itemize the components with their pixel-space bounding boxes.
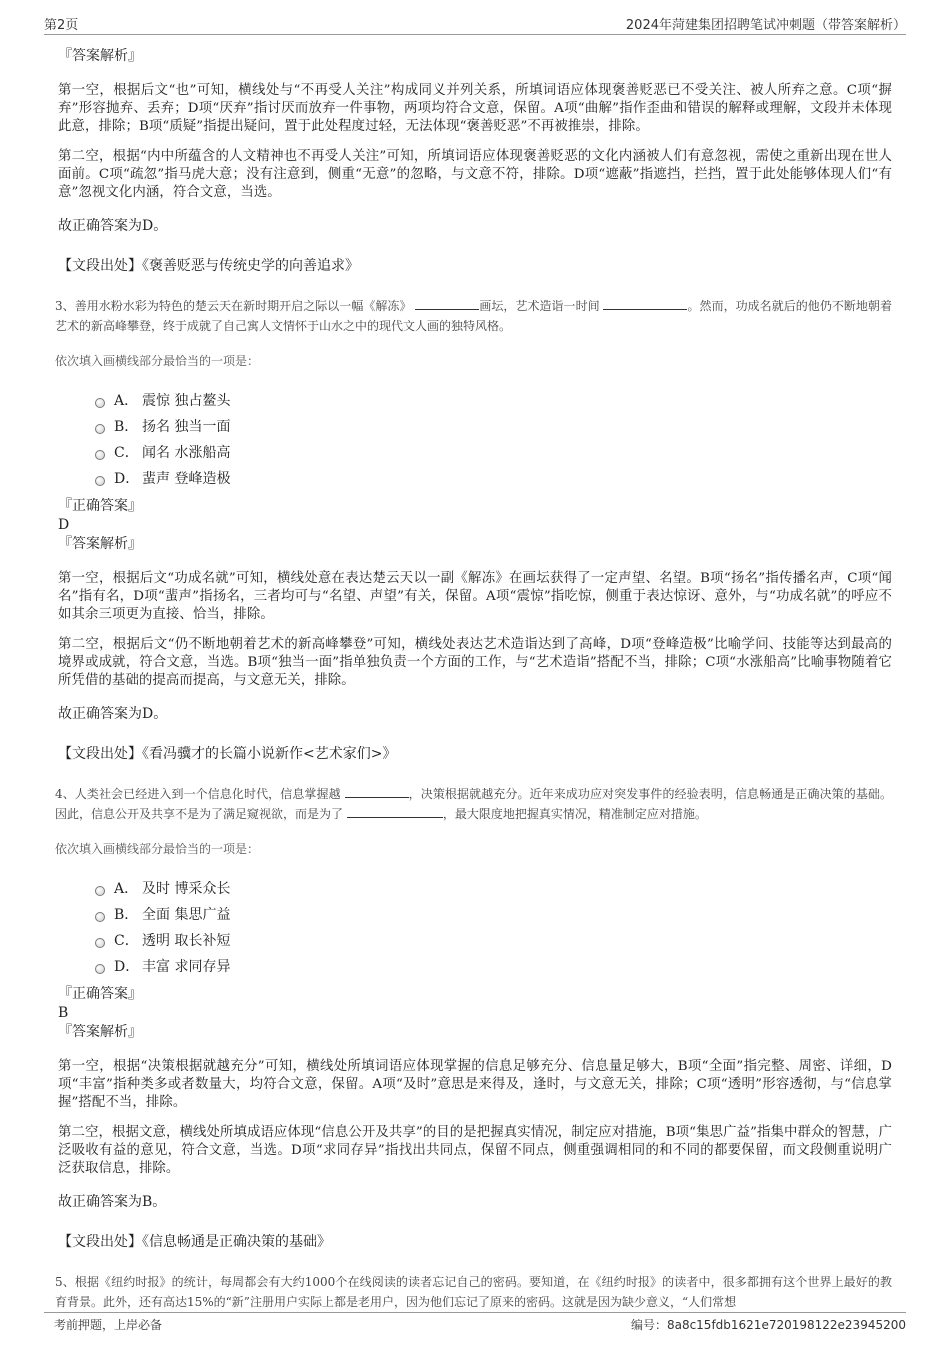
q4-stem xyxy=(55,784,892,824)
document-body xyxy=(55,40,892,1312)
q3-options xyxy=(95,388,892,492)
q3-stem xyxy=(55,296,892,336)
q4-blank-1 xyxy=(345,785,409,798)
q4-option-a[interactable]: A． 及时 博采众长 xyxy=(95,876,892,902)
q3-option-d[interactable]: D． 蜚声 登峰造极 xyxy=(95,466,892,492)
radio-icon[interactable] xyxy=(95,964,105,974)
q2-analysis-p2: 第二空，根据“内中所蕴含的人文精神也不再受人关注”可知，所填词语应体现褒善贬恶的文化内涵被人们有意忽视，需使之重新出现在世人面前。C项“疏忽”指马虎大意；没有注意到，侧重“无意”的忽略，与文意不符，排除。D项“遮蔽”指遮挡，拦挡，置于此处能够体现人们“有意”忽视文化内涵，符合文意，当选。 xyxy=(58,149,892,200)
correct-label: 『正确答案』 xyxy=(58,986,142,1002)
q3-answer: 故正确答案为D。 xyxy=(58,706,168,722)
analysis-label: 『答案解析』 xyxy=(58,536,142,552)
document-id: 编号：8a8c15fdb1621e720198122e23945200 xyxy=(630,1318,906,1332)
q3-stem-part-a: 3、善用水粉水彩为特色的楚云天在新时期开启之际以一幅《解冻》 xyxy=(55,299,412,313)
radio-icon[interactable] xyxy=(95,938,105,948)
q4-option-b[interactable]: B． 全面 集思广益 xyxy=(95,902,892,928)
q4-correct-block xyxy=(58,984,892,1042)
q3-instruction: 依次填入画横线部分最恰当的一项是： xyxy=(55,354,260,368)
radio-icon[interactable] xyxy=(95,912,105,922)
q4-option-d[interactable]: D． 丰富 求同存异 xyxy=(95,954,892,980)
q3-blank-2 xyxy=(603,297,687,310)
q3-stem-part-c: 。然而，功成名就后的他仍不断地朝着艺术的新高峰攀登，终于成就了自己寓人文情怀于山水之中的现代文人画的独特风格。 xyxy=(55,299,892,333)
q3-analysis-p1: 第一空，根据后文“功成名就”可知，横线处意在表达楚云天以一副《解冻》在画坛获得了一定声望、名望。B项“扬名”指传播名声，C项“闻名”指有名，D项“蜚声”指扬名，三者均可与“名望、声望”有关，保留。A项“震惊”指吃惊，侧重于表达惊讶、意外，与“功成名就”的呼应不如其余三项更为直接、恰当，排除。 xyxy=(58,571,892,622)
q4-options xyxy=(95,876,892,980)
q4-correct-value: B xyxy=(58,1005,69,1021)
analysis-label: 『答案解析』 xyxy=(58,48,142,64)
q3-stem-part-b: 画坛，艺术造诣一时间 xyxy=(479,299,600,313)
q4-analysis-p1: 第一空，根据“决策根据就越充分”可知，横线处所填词语应体现掌握的信息足够充分、信息量足够大，B项“全面”指完整、周密、详细，D项“丰富”指种类多或者数量大，均符合文意，保留。A项“及时”意思是来得及，逢时，与文意无关，排除；C项“透明”形容透彻，与“信息掌握”搭配不当，排除。 xyxy=(58,1059,892,1110)
q4-blank-2 xyxy=(347,805,443,818)
q3-option-c[interactable]: C． 闻名 水涨船高 xyxy=(95,440,892,466)
q2-answer: 故正确答案为D。 xyxy=(58,218,168,234)
q4-answer: 故正确答案为B。 xyxy=(58,1194,167,1210)
q4-stem-part-c: ，最大限度地把握真实情况，精准制定应对措施。 xyxy=(442,807,707,821)
q3-option-a[interactable]: A． 震惊 独占鳌头 xyxy=(95,388,892,414)
radio-icon[interactable] xyxy=(95,450,105,460)
q4-option-c[interactable]: C． 透明 取长补短 xyxy=(95,928,892,954)
q4-stem-part-a: 4、人类社会已经进入到一个信息化时代，信息掌握越 xyxy=(55,787,341,801)
q3-analysis-p2: 第二空，根据后文“仍不断地朝着艺术的新高峰攀登”可知，横线处表达艺术造诣达到了高峰，D项“登峰造极”比喻学问、技能等达到最高的境界或成就，符合文意，当选。B项“独当一面”指单独负责一个方面的工作，与“艺术造诣”搭配不当，排除；C项“水涨船高”比喻事物随着它所凭借的基础的提高而提高，与文意无关，排除。 xyxy=(58,637,892,688)
analysis-label: 『答案解析』 xyxy=(58,1024,142,1040)
radio-icon[interactable] xyxy=(95,476,105,486)
q3-source: 【文段出处】《看冯骥才的长篇小说新作<艺术家们>》 xyxy=(58,746,397,762)
q3-option-b[interactable]: B． 扬名 独当一面 xyxy=(95,414,892,440)
page-header xyxy=(44,12,906,35)
page-number: 第2页 xyxy=(44,18,79,33)
q3-blank-1 xyxy=(415,297,479,310)
q2-source: 【文段出处】《褒善贬恶与传统史学的向善追求》 xyxy=(58,258,359,274)
page-footer xyxy=(44,1312,906,1333)
correct-label: 『正确答案』 xyxy=(58,498,142,514)
q5-stem: 5、根据《纽约时报》的统计，每周都会有大约1000个在线阅读的读者忘记自己的密码。要知道，在《纽约时报》的读者中，很多都拥有这个世界上最好的教育背景。此外，还有高达15%的“新”注册用户实际上都是老用户，因为他们忘记了原来的密码。这就是因为缺少意义，“人们常想 xyxy=(55,1275,892,1309)
q4-analysis-p2: 第二空，根据文意，横线处所填成语应体现“信息公开及共享”的目的是把握真实情况，制定应对措施，B项“集思广益”指集中群众的智慧，广泛吸收有益的意见，符合文意，当选。D项“求同存异”指找出共同点，保留不同点，侧重强调相同的和不同的都要保留，而文段侧重说明广泛获取信息，排除。 xyxy=(58,1125,892,1176)
radio-icon[interactable] xyxy=(95,398,105,408)
q3-correct-value: D xyxy=(58,517,70,533)
radio-icon[interactable] xyxy=(95,424,105,434)
document-title: 2024年菏建集团招聘笔试冲刺题（带答案解析） xyxy=(625,18,906,33)
q4-stem-part-b: ，决策根据就越充分。近年来成功应对突发事件的经验表明，信息畅通是正确决策的基础。因此，信息公开及共享不是为了满足窥视欲，而是为了 xyxy=(55,787,892,821)
q2-analysis-p1: 第一空，根据后文“也”可知，横线处与“不再受人关注”构成同义并列关系，所填词语应体现褒善贬恶已不受关注、被人所弃之意。C项“摒弃”形容抛弃、丢弃；D项“厌弃”指讨厌而放弃一件事物，两项均符合文意，保留。A项“曲解”指作歪曲和错误的解释或理解，文段并未体现此意，排除；B项“质疑”指提出疑问，置于此处程度过轻，无法体现“褒善贬恶”不再被推崇，排除。 xyxy=(58,83,892,134)
footer-slogan: 考前押题，上岸必备 xyxy=(54,1318,163,1332)
q4-instruction: 依次填入画横线部分最恰当的一项是： xyxy=(55,842,260,856)
q4-source: 【文段出处】《信息畅通是正确决策的基础》 xyxy=(58,1234,331,1250)
q3-correct-block xyxy=(58,496,892,554)
radio-icon[interactable] xyxy=(95,886,105,896)
